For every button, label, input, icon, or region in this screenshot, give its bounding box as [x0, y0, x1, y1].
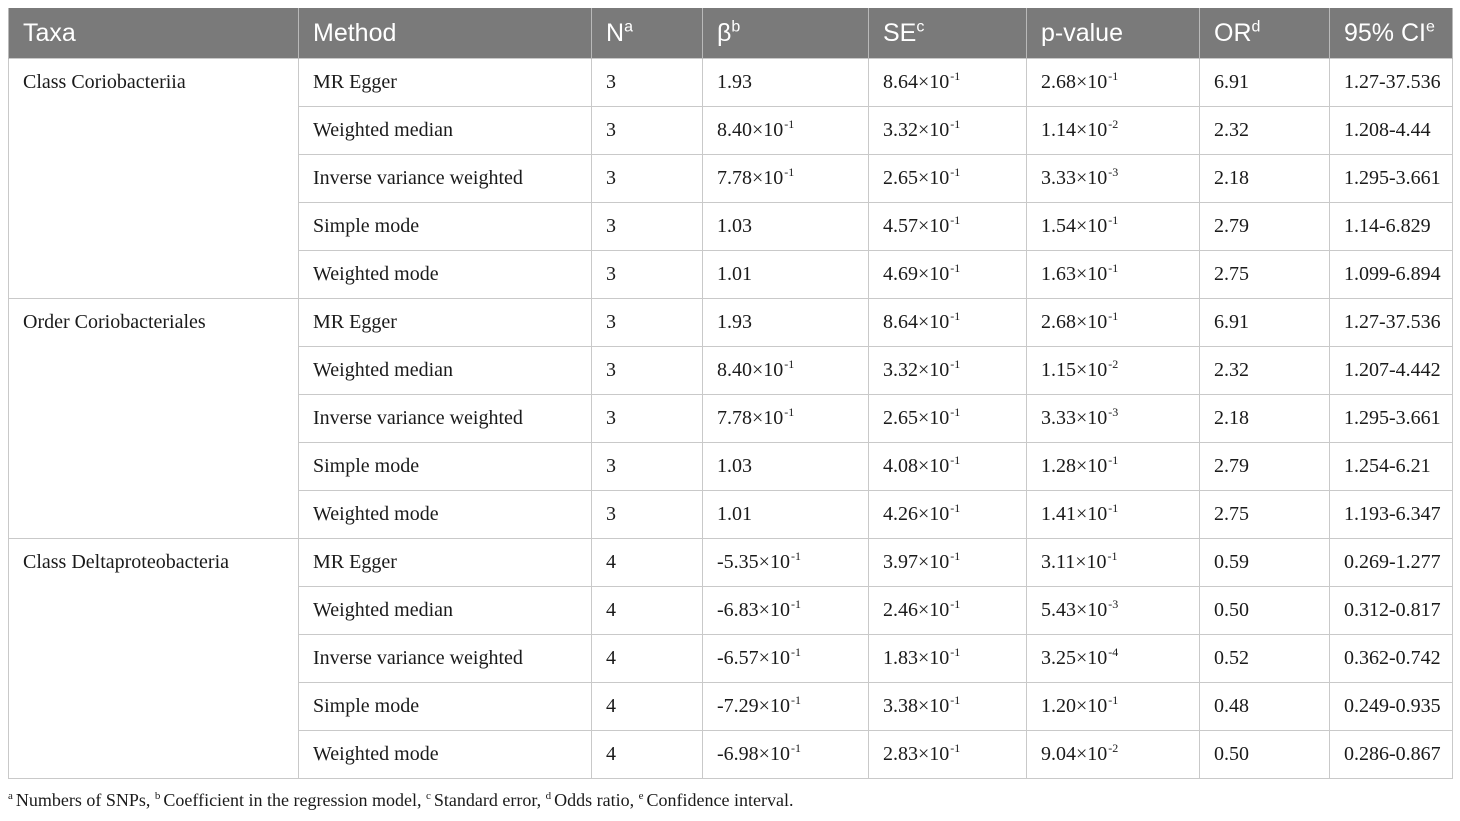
times-sign: ×	[1076, 71, 1088, 93]
base: 10	[769, 695, 790, 717]
base: 10	[929, 551, 950, 573]
base: 10	[1087, 311, 1108, 333]
times-sign: ×	[918, 743, 930, 765]
method-cell: Weighted mode	[299, 251, 592, 299]
beta-cell	[703, 683, 869, 731]
or-cell: 6.91	[1200, 299, 1330, 347]
table-body	[9, 59, 1453, 779]
exponent: -1	[790, 693, 801, 707]
ci-cell: 1.295-3.661	[1330, 155, 1453, 203]
times-sign: ×	[1076, 647, 1088, 669]
method-cell: Inverse variance weighted	[299, 395, 592, 443]
ci-cell: 0.249-0.935	[1330, 683, 1453, 731]
footnote-text: Confidence interval.	[646, 790, 794, 810]
se-cell	[869, 443, 1027, 491]
n-cell: 3	[592, 299, 703, 347]
base: 10	[763, 119, 784, 141]
method-cell: Weighted median	[299, 107, 592, 155]
footnote-text: Coefficient in the regression model,	[163, 790, 422, 810]
beta-cell	[703, 59, 869, 107]
mantissa: -6.57	[717, 647, 759, 669]
method-cell: MR Egger	[299, 299, 592, 347]
base: 10	[769, 743, 790, 765]
exponent: -1	[950, 165, 961, 179]
footnote-mark: c	[426, 790, 431, 802]
pvalue-cell	[1027, 443, 1200, 491]
exponent: -1	[950, 213, 961, 227]
times-sign: ×	[752, 407, 764, 429]
mantissa: 3.25	[1041, 647, 1076, 669]
or-cell: 0.59	[1200, 539, 1330, 587]
exponent: -3	[1108, 165, 1119, 179]
se-cell	[869, 587, 1027, 635]
mantissa: 1.28	[1041, 455, 1076, 477]
times-sign: ×	[918, 263, 930, 285]
ci-cell: 1.208-4.44	[1330, 107, 1453, 155]
n-cell: 3	[592, 443, 703, 491]
mantissa: 3.97	[883, 551, 918, 573]
mantissa: -7.29	[717, 695, 759, 717]
header-n: $N^a$	[592, 8, 703, 59]
times-sign: ×	[918, 647, 930, 669]
mantissa: 8.64	[883, 311, 918, 333]
table-row	[9, 59, 1453, 107]
exponent: -1	[950, 501, 961, 515]
mantissa: 1.93	[717, 311, 752, 333]
times-sign: ×	[1075, 551, 1087, 573]
pvalue-cell	[1027, 587, 1200, 635]
method-cell: MR Egger	[299, 539, 592, 587]
ci-cell: 0.312-0.817	[1330, 587, 1453, 635]
se-cell	[869, 299, 1027, 347]
pvalue-cell	[1027, 299, 1200, 347]
exponent: -2	[1108, 741, 1119, 755]
pvalue-cell	[1027, 155, 1200, 203]
beta-cell	[703, 587, 869, 635]
n-cell: 3	[592, 347, 703, 395]
method-cell: Simple mode	[299, 443, 592, 491]
exponent: -1	[950, 405, 961, 419]
exponent: -3	[1108, 405, 1119, 419]
times-sign: ×	[1076, 263, 1088, 285]
mantissa: 4.69	[883, 263, 918, 285]
exponent: -1	[950, 645, 961, 659]
beta-cell	[703, 155, 869, 203]
mantissa: 2.83	[883, 743, 918, 765]
se-cell	[869, 491, 1027, 539]
footnote-text: Odds ratio,	[554, 790, 635, 810]
mantissa: 3.32	[883, 119, 918, 141]
header-ci: 95% CIe	[1330, 8, 1453, 59]
base: 10	[763, 167, 784, 189]
base: 10	[1087, 215, 1108, 237]
mantissa: 3.32	[883, 359, 918, 381]
ci-cell: 1.295-3.661	[1330, 395, 1453, 443]
mantissa: 8.64	[883, 71, 918, 93]
footnote-text: Standard error,	[433, 790, 542, 810]
pvalue-cell	[1027, 539, 1200, 587]
pvalue-cell	[1027, 635, 1200, 683]
times-sign: ×	[758, 551, 770, 573]
mantissa: -6.98	[717, 743, 759, 765]
method-cell: Weighted median	[299, 347, 592, 395]
header-or: $OR^d$	[1200, 8, 1330, 59]
times-sign: ×	[918, 119, 930, 141]
exponent: -1	[1107, 549, 1118, 563]
mantissa: -6.83	[717, 599, 759, 621]
mantissa: 9.04	[1041, 743, 1076, 765]
mantissa: 7.78	[717, 167, 752, 189]
mantissa: 7.78	[717, 407, 752, 429]
base: 10	[1087, 455, 1108, 477]
times-sign: ×	[918, 71, 930, 93]
base: 10	[929, 359, 950, 381]
method-cell: MR Egger	[299, 59, 592, 107]
base: 10	[1087, 599, 1108, 621]
or-cell: 2.79	[1200, 443, 1330, 491]
exponent: -1	[950, 69, 961, 83]
times-sign: ×	[758, 743, 770, 765]
times-sign: ×	[918, 503, 930, 525]
mantissa: 1.03	[717, 215, 752, 237]
times-sign: ×	[758, 695, 770, 717]
pvalue-cell	[1027, 203, 1200, 251]
ci-cell: 1.27-37.536	[1330, 299, 1453, 347]
beta-cell	[703, 299, 869, 347]
pvalue-cell	[1027, 683, 1200, 731]
se-cell	[869, 203, 1027, 251]
ci-cell: 0.362-0.742	[1330, 635, 1453, 683]
base: 10	[1087, 503, 1108, 525]
or-cell: 2.75	[1200, 251, 1330, 299]
n-cell: 3	[592, 107, 703, 155]
header-taxa: Taxa	[9, 8, 299, 59]
table-row	[9, 299, 1453, 347]
base: 10	[1087, 647, 1108, 669]
header-pvalue: p-value	[1027, 8, 1200, 59]
base: 10	[1087, 695, 1108, 717]
mantissa: 4.08	[883, 455, 918, 477]
pvalue-cell	[1027, 491, 1200, 539]
mantissa: 2.65	[883, 407, 918, 429]
mantissa: 3.33	[1041, 167, 1076, 189]
times-sign: ×	[758, 599, 770, 621]
mantissa: 2.68	[1041, 71, 1076, 93]
or-cell: 2.32	[1200, 107, 1330, 155]
mantissa: 1.01	[717, 263, 752, 285]
base: 10	[929, 71, 950, 93]
exponent: -1	[784, 117, 795, 131]
base: 10	[929, 599, 950, 621]
n-cell: 4	[592, 731, 703, 779]
base: 10	[929, 407, 950, 429]
times-sign: ×	[918, 551, 930, 573]
beta-cell	[703, 539, 869, 587]
base: 10	[929, 263, 950, 285]
mantissa: 1.93	[717, 71, 752, 93]
se-cell	[869, 683, 1027, 731]
base: 10	[929, 743, 950, 765]
mantissa: 4.26	[883, 503, 918, 525]
taxa-cell: Order Coriobacteriales	[9, 299, 299, 539]
times-sign: ×	[752, 359, 764, 381]
exponent: -2	[1108, 117, 1119, 131]
exponent: -1	[950, 117, 961, 131]
beta-cell	[703, 443, 869, 491]
beta-cell	[703, 203, 869, 251]
times-sign: ×	[1076, 407, 1088, 429]
exponent: -1	[790, 549, 801, 563]
method-cell: Simple mode	[299, 203, 592, 251]
beta-cell	[703, 395, 869, 443]
n-cell: 3	[592, 203, 703, 251]
exponent: -1	[950, 309, 961, 323]
times-sign: ×	[918, 695, 930, 717]
exponent: -2	[1108, 357, 1119, 371]
base: 10	[763, 359, 784, 381]
n-cell: 4	[592, 683, 703, 731]
times-sign: ×	[1076, 311, 1088, 333]
footnote-mark: e	[638, 790, 644, 802]
mantissa: 1.54	[1041, 215, 1076, 237]
mantissa: 4.57	[883, 215, 918, 237]
se-cell	[869, 107, 1027, 155]
method-cell: Simple mode	[299, 683, 592, 731]
se-cell	[869, 155, 1027, 203]
times-sign: ×	[1076, 503, 1088, 525]
footnote-mark: b	[154, 790, 161, 802]
base: 10	[1087, 263, 1108, 285]
se-cell	[869, 395, 1027, 443]
base: 10	[769, 551, 790, 573]
n-cell: 4	[592, 539, 703, 587]
mantissa: 2.46	[883, 599, 918, 621]
method-cell: Weighted mode	[299, 491, 592, 539]
mantissa: 1.01	[717, 503, 752, 525]
pvalue-cell	[1027, 59, 1200, 107]
pvalue-cell	[1027, 395, 1200, 443]
method-cell: Inverse variance weighted	[299, 155, 592, 203]
exponent: -1	[784, 405, 795, 419]
ci-cell: 1.207-4.442	[1330, 347, 1453, 395]
pvalue-cell	[1027, 731, 1200, 779]
se-cell	[869, 731, 1027, 779]
exponent: -1	[790, 741, 801, 755]
or-cell: 0.50	[1200, 731, 1330, 779]
times-sign: ×	[918, 599, 930, 621]
exponent: -1	[1108, 693, 1119, 707]
mantissa: 1.20	[1041, 695, 1076, 717]
base: 10	[929, 167, 950, 189]
times-sign: ×	[1076, 119, 1088, 141]
beta-cell	[703, 731, 869, 779]
exponent: -1	[950, 549, 961, 563]
exponent: -1	[1108, 69, 1119, 83]
se-cell	[869, 347, 1027, 395]
taxa-cell: Class Deltaproteobacteria	[9, 539, 299, 779]
taxa-cell: Class Coriobacteriia	[9, 59, 299, 299]
table-row	[9, 539, 1453, 587]
base: 10	[929, 647, 950, 669]
beta-cell	[703, 347, 869, 395]
pvalue-cell	[1027, 347, 1200, 395]
pvalue-cell	[1027, 251, 1200, 299]
base: 10	[929, 695, 950, 717]
header-se: $SE^c$	[869, 8, 1027, 59]
base: 10	[929, 503, 950, 525]
times-sign: ×	[918, 407, 930, 429]
times-sign: ×	[1076, 359, 1088, 381]
exponent: -1	[784, 165, 795, 179]
mantissa: 1.83	[883, 647, 918, 669]
beta-cell	[703, 107, 869, 155]
exponent: -1	[1108, 261, 1119, 275]
times-sign: ×	[918, 167, 930, 189]
mantissa: 1.15	[1041, 359, 1076, 381]
exponent: -1	[950, 693, 961, 707]
mantissa: 1.03	[717, 455, 752, 477]
beta-cell	[703, 251, 869, 299]
exponent: -1	[1108, 213, 1119, 227]
exponent: -1	[1108, 501, 1119, 515]
se-cell	[869, 539, 1027, 587]
mantissa: -5.35	[717, 551, 759, 573]
base: 10	[1087, 359, 1108, 381]
or-cell: 0.52	[1200, 635, 1330, 683]
method-cell: Inverse variance weighted	[299, 635, 592, 683]
base: 10	[929, 311, 950, 333]
or-cell: 2.79	[1200, 203, 1330, 251]
ci-cell: 1.193-6.347	[1330, 491, 1453, 539]
footnote-text: Numbers of SNPs,	[15, 790, 151, 810]
exponent: -1	[1108, 453, 1119, 467]
or-cell: 2.18	[1200, 395, 1330, 443]
or-cell: 0.48	[1200, 683, 1330, 731]
n-cell: 3	[592, 395, 703, 443]
mantissa: 1.14	[1041, 119, 1076, 141]
header-method: Method	[299, 8, 592, 59]
exponent: -1	[950, 597, 961, 611]
times-sign: ×	[918, 455, 930, 477]
base: 10	[1086, 551, 1107, 573]
mantissa: 2.65	[883, 167, 918, 189]
base: 10	[769, 647, 790, 669]
times-sign: ×	[918, 359, 930, 381]
exponent: -1	[1108, 309, 1119, 323]
base: 10	[1087, 743, 1108, 765]
times-sign: ×	[918, 215, 930, 237]
ci-cell: 1.27-37.536	[1330, 59, 1453, 107]
base: 10	[1087, 71, 1108, 93]
beta-cell	[703, 635, 869, 683]
exponent: -1	[790, 597, 801, 611]
method-cell: Weighted median	[299, 587, 592, 635]
base: 10	[763, 407, 784, 429]
times-sign: ×	[752, 119, 764, 141]
n-cell: 3	[592, 155, 703, 203]
ci-cell: 1.254-6.21	[1330, 443, 1453, 491]
base: 10	[929, 215, 950, 237]
n-cell: 3	[592, 491, 703, 539]
base: 10	[929, 455, 950, 477]
times-sign: ×	[1076, 455, 1088, 477]
mantissa: 1.41	[1041, 503, 1076, 525]
beta-cell	[703, 491, 869, 539]
or-cell: 0.50	[1200, 587, 1330, 635]
header-row	[9, 8, 1453, 59]
mantissa: 3.33	[1041, 407, 1076, 429]
times-sign: ×	[1076, 599, 1088, 621]
ci-cell: 0.286-0.867	[1330, 731, 1453, 779]
exponent: -4	[1108, 645, 1119, 659]
base: 10	[1087, 119, 1108, 141]
or-cell: 2.75	[1200, 491, 1330, 539]
se-cell	[869, 59, 1027, 107]
base: 10	[929, 119, 950, 141]
exponent: -3	[1108, 597, 1119, 611]
footnote-mark: a	[8, 790, 13, 802]
exponent: -1	[790, 645, 801, 659]
mantissa: 3.11	[1041, 551, 1076, 573]
n-cell: 4	[592, 635, 703, 683]
footnote-mark: d	[545, 790, 552, 802]
times-sign: ×	[758, 647, 770, 669]
pvalue-cell	[1027, 107, 1200, 155]
or-cell: 2.32	[1200, 347, 1330, 395]
ci-cell: 0.269-1.277	[1330, 539, 1453, 587]
mantissa: 5.43	[1041, 599, 1076, 621]
se-cell	[869, 635, 1027, 683]
times-sign: ×	[918, 311, 930, 333]
n-cell: 3	[592, 59, 703, 107]
mantissa: 3.38	[883, 695, 918, 717]
header-beta: $\beta^b$	[703, 8, 869, 59]
ci-cell: 1.14-6.829	[1330, 203, 1453, 251]
or-cell: 6.91	[1200, 59, 1330, 107]
base: 10	[769, 599, 790, 621]
method-cell: Weighted mode	[299, 731, 592, 779]
n-cell: 3	[592, 251, 703, 299]
times-sign: ×	[1076, 695, 1088, 717]
mantissa: 1.63	[1041, 263, 1076, 285]
exponent: -1	[784, 357, 795, 371]
times-sign: ×	[1076, 215, 1088, 237]
mantissa: 2.68	[1041, 311, 1076, 333]
exponent: -1	[950, 261, 961, 275]
or-cell: 2.18	[1200, 155, 1330, 203]
mantissa: 8.40	[717, 119, 752, 141]
mantissa: 8.40	[717, 359, 752, 381]
exponent: -1	[950, 741, 961, 755]
n-cell: 4	[592, 587, 703, 635]
base: 10	[1087, 167, 1108, 189]
exponent: -1	[950, 453, 961, 467]
times-sign: ×	[752, 167, 764, 189]
table-footnote	[8, 790, 794, 811]
ci-cell: 1.099-6.894	[1330, 251, 1453, 299]
times-sign: ×	[1076, 167, 1088, 189]
times-sign: ×	[1076, 743, 1088, 765]
results-table	[8, 8, 1453, 779]
se-cell	[869, 251, 1027, 299]
exponent: -1	[950, 357, 961, 371]
base: 10	[1087, 407, 1108, 429]
